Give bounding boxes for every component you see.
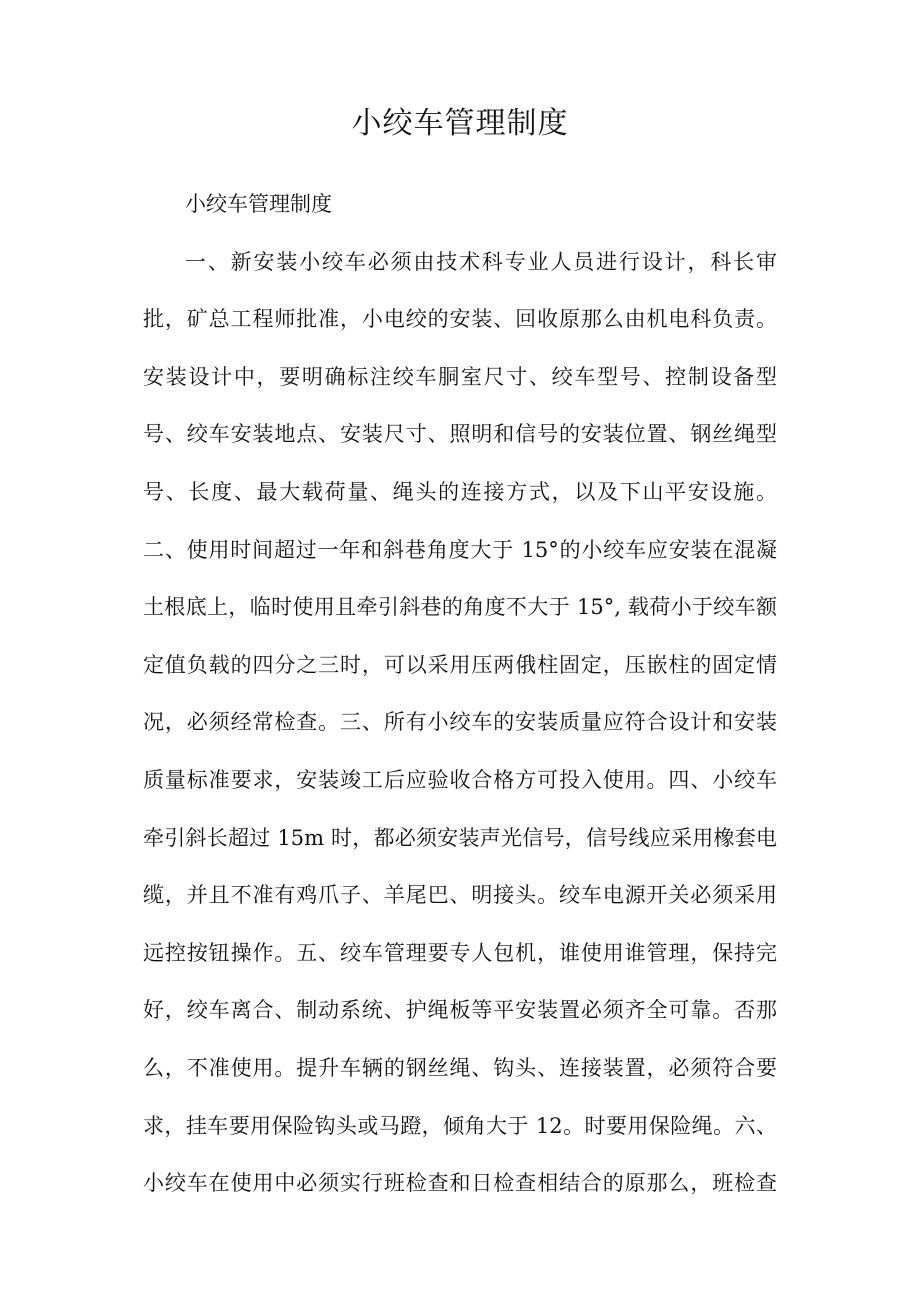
paragraph-line: 号、长度、最大载荷量、绳头的连接方式，以及下山平安设施。 [143, 479, 777, 504]
paragraph-line: 牵引斜长超过 15m 时，都必须安装声光信号，信号线应采用橡套电 [143, 825, 777, 850]
paragraph-line: 二、使用时间超过一年和斜巷角度大于 15°的小绞车应安装在混凝 [143, 537, 777, 562]
document-subtitle: 小绞车管理制度 [185, 192, 332, 216]
paragraph-line: 况，必须经常检查。三、所有小绞车的安装质量应符合设计和安装 [143, 710, 777, 735]
document-body [143, 176, 777, 1213]
paragraph-line: 号、绞车安装地点、安装尺寸、照明和信号的安装位置、钢丝绳型 [143, 422, 777, 447]
paragraph-line: 定值负载的四分之三时，可以采用压两俄柱固定，压嵌柱的固定情 [143, 652, 777, 677]
paragraph-line: 好，绞车离合、制动系统、护绳板等平安装置必须齐全可靠。否那 [143, 998, 777, 1023]
paragraph-line: 远控按钮操作。五、绞车管理要专人包机，谁使用谁管理，保持完 [143, 940, 777, 965]
paragraph-line: 小绞车在使用中必须实行班检查和日检查相结合的原那么，班检查 [143, 1171, 777, 1196]
paragraph-line: 求，挂车要用保险钩头或马蹬，倾角大于 12。时要用保险绳。六、 [143, 1113, 777, 1138]
paragraph-line: 缆，并且不准有鸡爪子、羊尾巴、明接头。绞车电源开关必须采用 [143, 883, 777, 908]
paragraph-line: 么，不准使用。提升车辆的钢丝绳、钩头、连接装置，必须符合要 [143, 1055, 777, 1080]
paragraph-line: 一、新安装小绞车必须由技术科专业人员进行设计，科长审 [185, 249, 777, 274]
paragraph-line: 质量标准要求，安装竣工后应验收合格方可投入使用。四、小绞车 [143, 767, 777, 792]
document-title: 小绞车管理制度 [351, 106, 569, 141]
paragraph-line: 安装设计中，要明确标注绞车胴室尺寸、绞车型号、控制设备型 [143, 364, 777, 389]
paragraph-line: 批，矿总工程师批准，小电绞的安装、回收原那么由机电科负责。 [143, 307, 777, 332]
paragraph-line: 土根底上，临时使用且牵引斜巷的角度不大于 15°, 载荷小于绞车额 [143, 595, 777, 620]
